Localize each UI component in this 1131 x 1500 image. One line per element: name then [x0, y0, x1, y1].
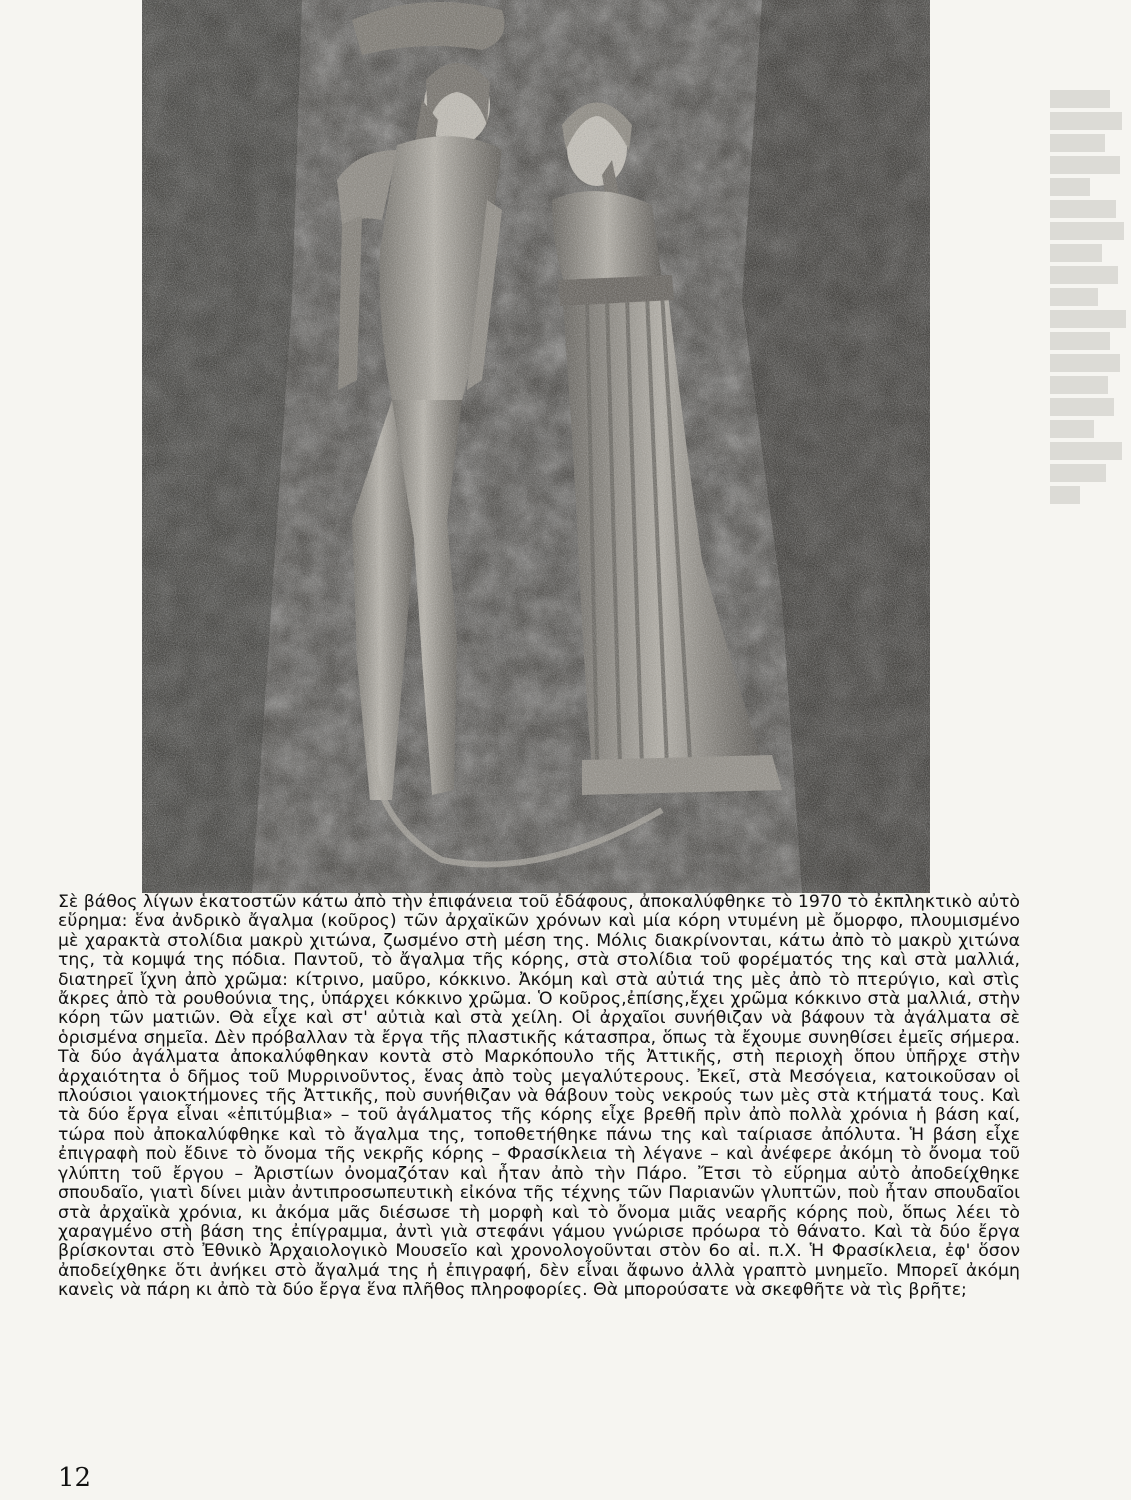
bleed-through-shadow: [1050, 90, 1131, 530]
photo-grain: [142, 0, 930, 893]
photo-caption: Σὲ βάθος λίγων ἑκατοστῶν κάτω ἀπὸ τὴν ἐπιφάνεια τοῦ ἐδάφους, ἀποκαλύφθηκε τὸ 1970 τὸ ἐκπληκτικὸ αὐτὸ εὕρημα: ἕνα ἀνδρικὸ ἄγαλμα (κοῦρος) τῶν ἀρχαϊκῶν χρόνων καὶ μία κόρη ντυμένη μὲ ὄμορφο, πλουμισμένο μὲ χαρακτὰ στολίδια μακρὺ χιτώνα, ζωσμένο στὴ μέση της. Μόλις διακρίνονται, κάτω ἀπὸ τὸ μακρὺ χιτώνα της, τὰ κομψά της πόδια. Παντοῦ, τὸ ἄγαλμα τῆς κόρης, στὰ στολίδια τοῦ φορέματός της καὶ στὰ μαλλιά, διατηρεῖ ἴχνη ἀπὸ χρῶμα: κίτρινο, μαῦρο, κόκκινο. Ἀκόμη καὶ στὰ αὐτιά της μὲς ἀπὸ τὸ πτερύγιο, καὶ στὶς ἄκρες ἀπὸ τὰ ρουθούνια της, ὑπάρχει κόκκινο χρῶμα. Ὁ κοῦρος,ἐπίσης,ἔχει χρῶμα κόκκινο στὰ μαλλιά, στὴν κόρη τῶν ματιῶν. Θὰ εἶχε καὶ στ' αὐτιὰ καὶ στὰ χείλη. Οἱ ἀρχαῖοι συνήθιζαν νὰ βάφουν τὰ ἀγάλματα σὲ ὁρισμένα σημεῖα. Δὲν πρόβαλλαν τὰ ἔργα τῆς πλαστικῆς κάτασπρα, ὅπως τὰ ἔχουμε συνηθίσει ἐμεῖς σήμερα. Τὰ δύο ἀγάλματα ἀποκαλύφθηκαν κοντὰ στὸ Μαρκόπουλο τῆς Ἀττικῆς, στὴ περιοχὴ ὅπου ὑπῆρχε στὴν ἀρχαιότητα ὁ δῆμος τοῦ Μυρρινοῦντος, ἕνας ἀπὸ τοὺς μεγαλύτερους. Ἐκεῖ, στὰ Μεσόγεια, κατοικοῦσαν οἱ πλούσιοι γαιοκτήμονες τῆς Ἀττικῆς, ποὺ συνήθιζαν νὰ θάβουν τοὺς νεκρούς των μὲς στὰ κτήματά τους. Καὶ τὰ δύο ἔργα εἶναι «ἐπιτύμβια» – τοῦ ἀγάλματος τῆς κόρης εἶχε βρεθῆ πρὶν ἀπὸ πολλὰ χρόνια ἡ βάση καί, τώρα ποὺ ἀποκαλύφθηκε καὶ τὸ ἄγαλμα της, τοποθετήθηκε πάνω της καὶ ταίριασε ἀπόλυτα. Ἡ βάση εἶχε ἐπιγραφὴ ποὺ ἔδινε τὸ ὄνομα τῆς νεκρῆς κόρης – Φρασίκλεια τὴ λέγανε – καὶ ἀνέφερε ἀκόμη τὸ ὄνομα τοῦ γλύπτη τοῦ ἔργου – Ἀριστίων ὀνομαζόταν καὶ ἦταν ἀπὸ τὴν Πάρο. Ἔτσι τὸ εὕρημα αὐτὸ ἀποδείχθηκε σπουδαῖο, γιατὶ δίνει μιὰν ἀντιπροσωπευτικὴ εἰκόνα τῆς τέχνης τῶν Παριανῶν γλυπτῶν, ποὺ ἦταν σπουδαῖοι στὰ ἀρχαϊκὰ χρόνια, κι ἀκόμα μᾶς διέσωσε τὴ μορφὴ καὶ τὸ ὄνομα μιᾶς νεαρῆς κόρης ποὺ, ὅπως λέει τὸ χαραγμένο στὴ βάση της ἐπίγραμμα, ἀντὶ γιὰ στεφάνι γάμου γνώρισε πρόωρα τὸ θάνατο. Καὶ τὰ δύο ἔργα βρίσκονται στὸ Ἐθνικὸ Ἀρχαιολογικὸ Μουσεῖο καὶ χρονολογοῦνται στὸν 6ο αἰ. π.Χ. Ἡ Φρασίκλεια, ἐφ' ὅσον ἀποδείχθηκε ὅτι ἀνήκει στὸ ἄγαλμά της ἡ ἐπιγραφή, δὲν εἶναι ἄφωνο ἀλλὰ γραπτὸ μνημεῖο. Μπορεῖ ἀκόμη κανεὶς νὰ πάρη κι ἀπὸ τὰ δύο ἔργα ἕνα πλῆθος πληροφορίες. Θὰ μπορούσατε νὰ σκεφθῆτε νὰ τὶς βρῆτε;: [58, 892, 1020, 1301]
statues-photo: [142, 0, 930, 893]
page-number: 12: [58, 1463, 92, 1493]
